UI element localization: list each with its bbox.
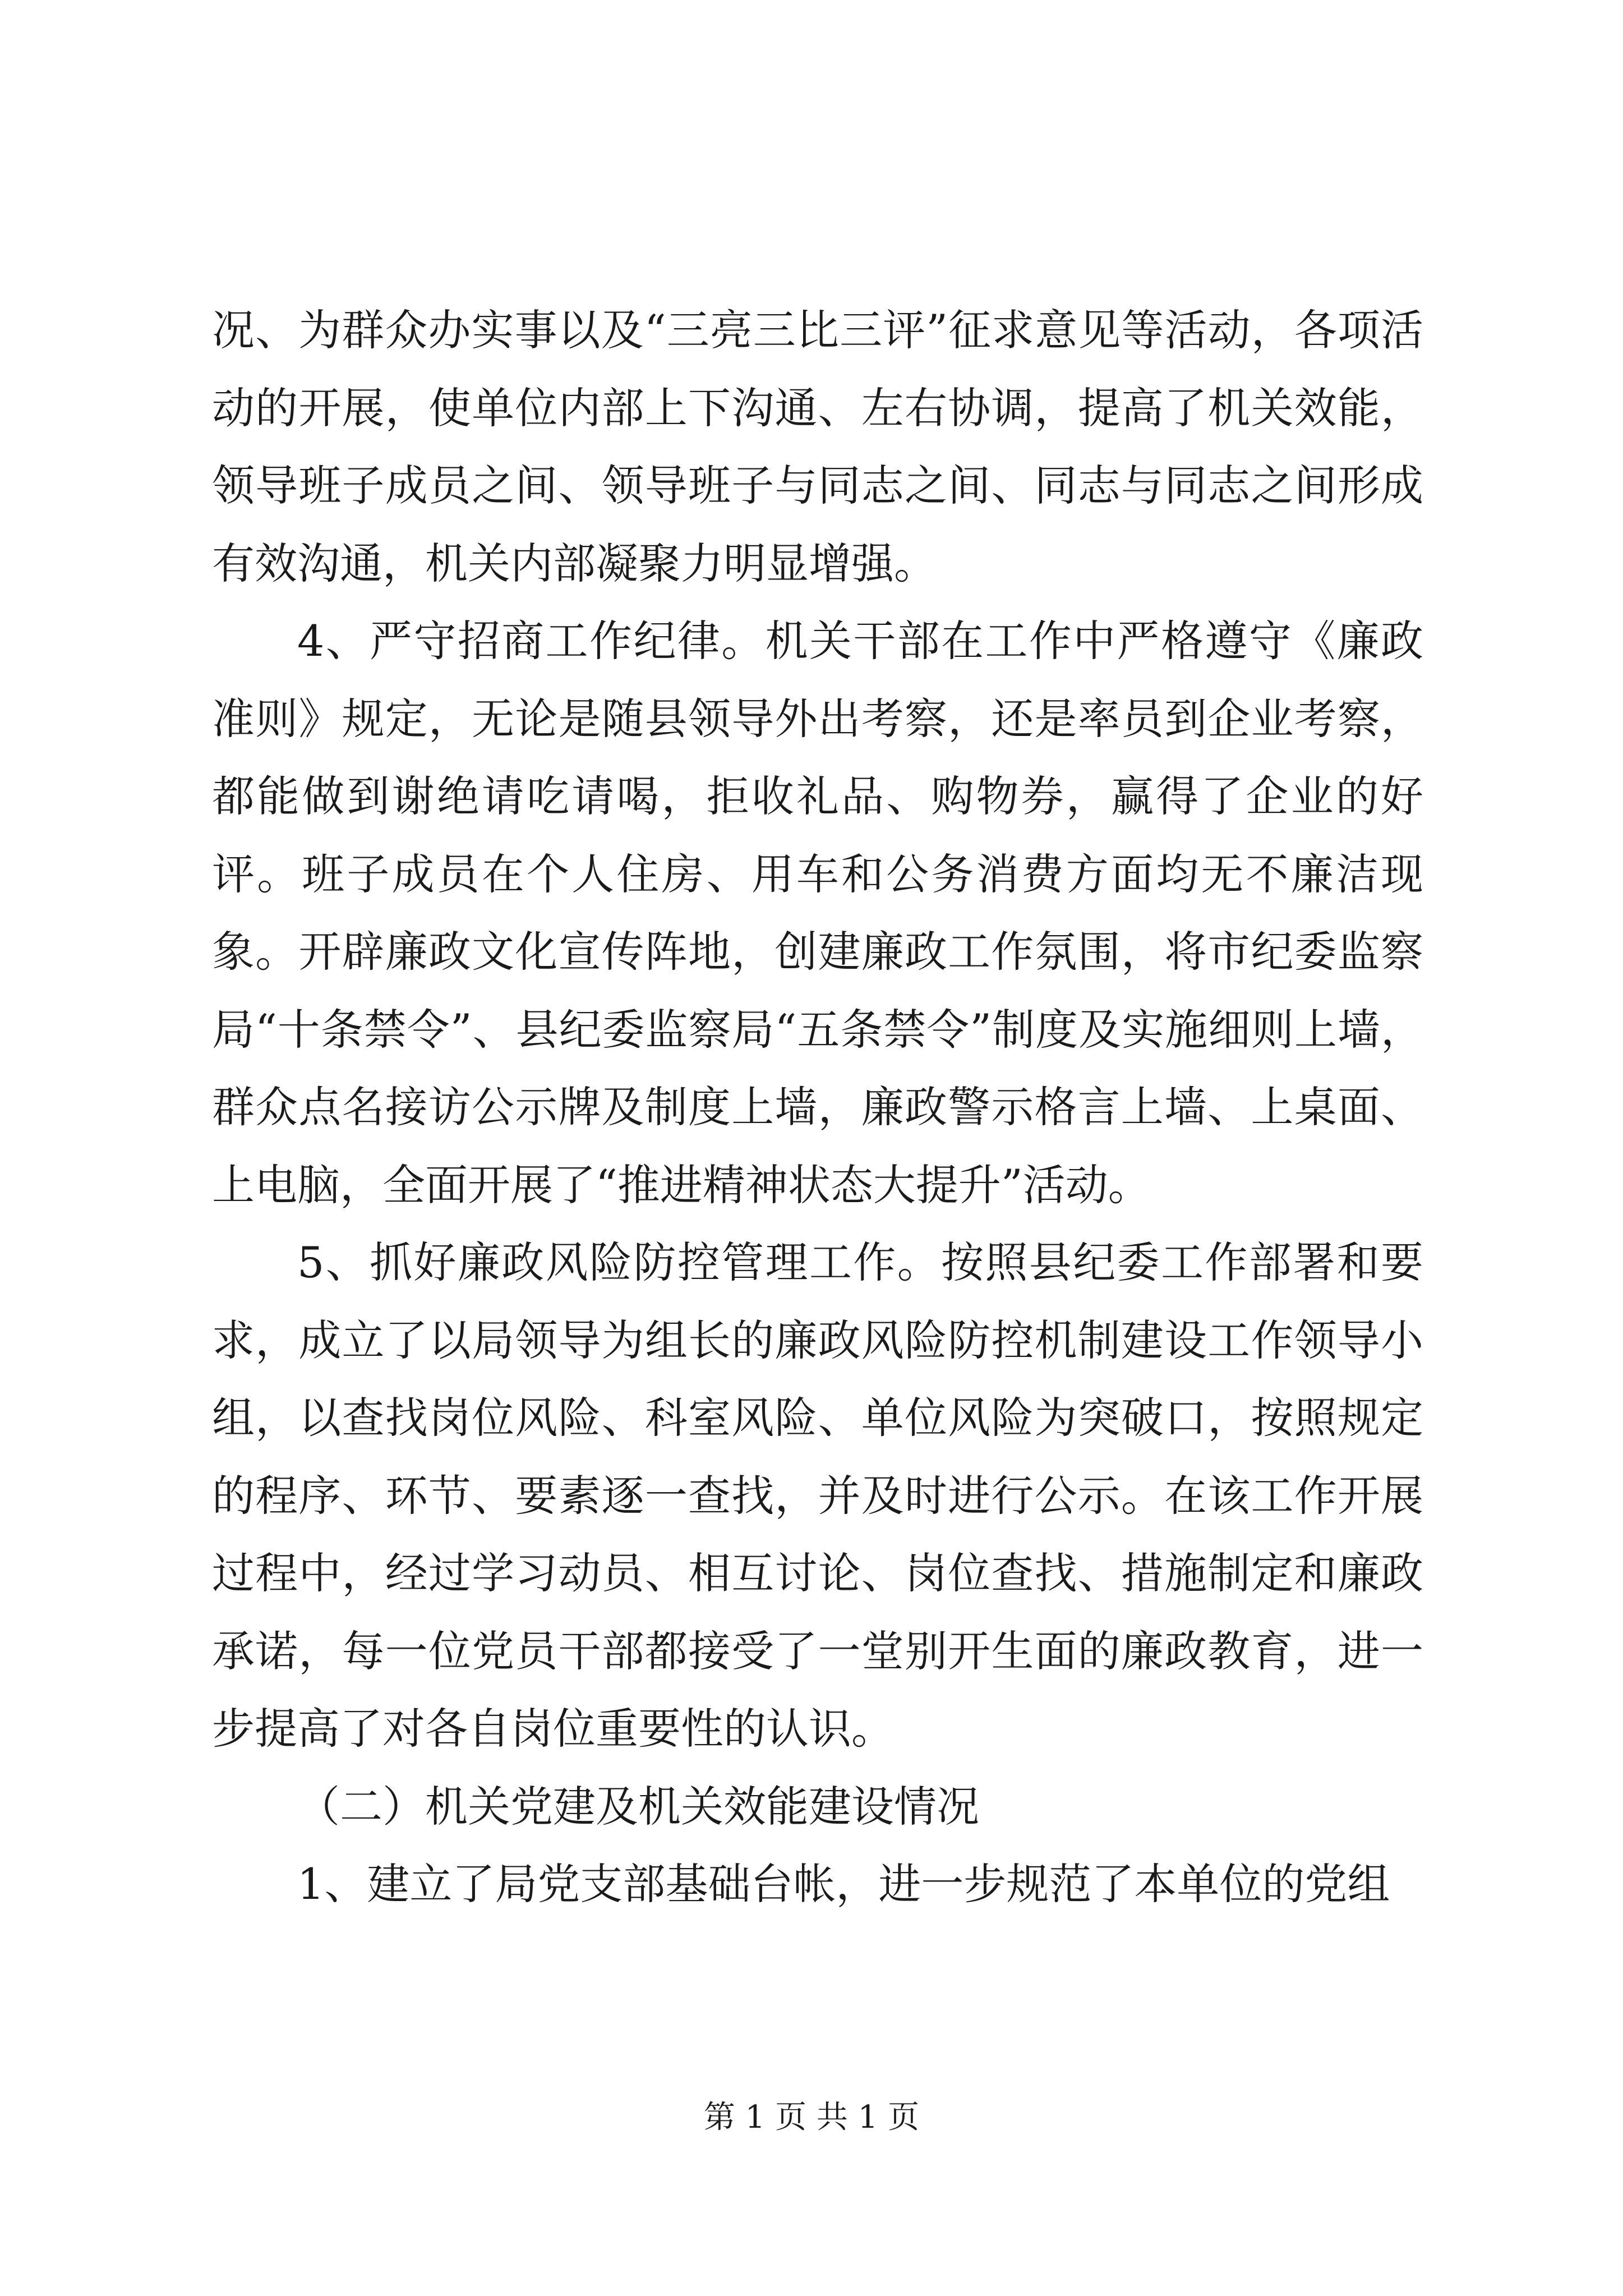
section-heading: （二）机关党建及机关效能建设情况: [297, 1781, 979, 1832]
paragraph-item-4: 4、严守招商工作纪律。机关干部在工作中严格遵守《廉政准则》规定，无论是随县领导外出考察，还是率员到企业考察，都能做到谢绝请吃请喝，拒收礼品、购物券，赢得了企业的好评。班子成员在个人住房、用车和公务消费方面均无不廉洁现象。开辟廉政文化宣传阵地，创建廉政工作氛围，将市纪委监察局“十条禁令”、县纪委监察局“五条禁令”制度及实施细则上墙，群众点名接访公示牌及制度上墙，廉政警示格言上墙、上桌面、上电脑，全面开展了“推进精神状态大提升”活动。: [212, 616, 1423, 1210]
document-body: [212, 292, 1423, 1924]
paragraph-item-5: 5、抓好廉政风险防控管理工作。按照县纪委工作部署和要求，成立了以局领导为组长的廉政风险防控机制建设工作领导小组，以查找岗位风险、科室风险、单位风险为突破口，按照规定的程序、环节、要素逐一查找，并及时进行公示。在该工作开展过程中，经过学习动员、相互讨论、岗位查找、措施制定和廉政承诺，每一位党员干部都接受了一堂别开生面的廉政教育，进一步提高了对各自岗位重要性的认识。: [212, 1237, 1423, 1754]
paragraph-continuation: 况、为群众办实事以及“三亮三比三评”征求意见等活动，各项活动的开展，使单位内部上下沟通、左右协调，提高了机关效能，领导班子成员之间、领导班子与同志之间、同志与同志之间形成有效沟通，机关内部凝聚力明显增强。: [212, 305, 1423, 588]
page-footer: 第 1 页 共 1 页: [703, 2099, 920, 2136]
paragraph-item-1: 1、建立了局党支部基础台帐，进一步规范了本单位的党组: [297, 1859, 1390, 1909]
